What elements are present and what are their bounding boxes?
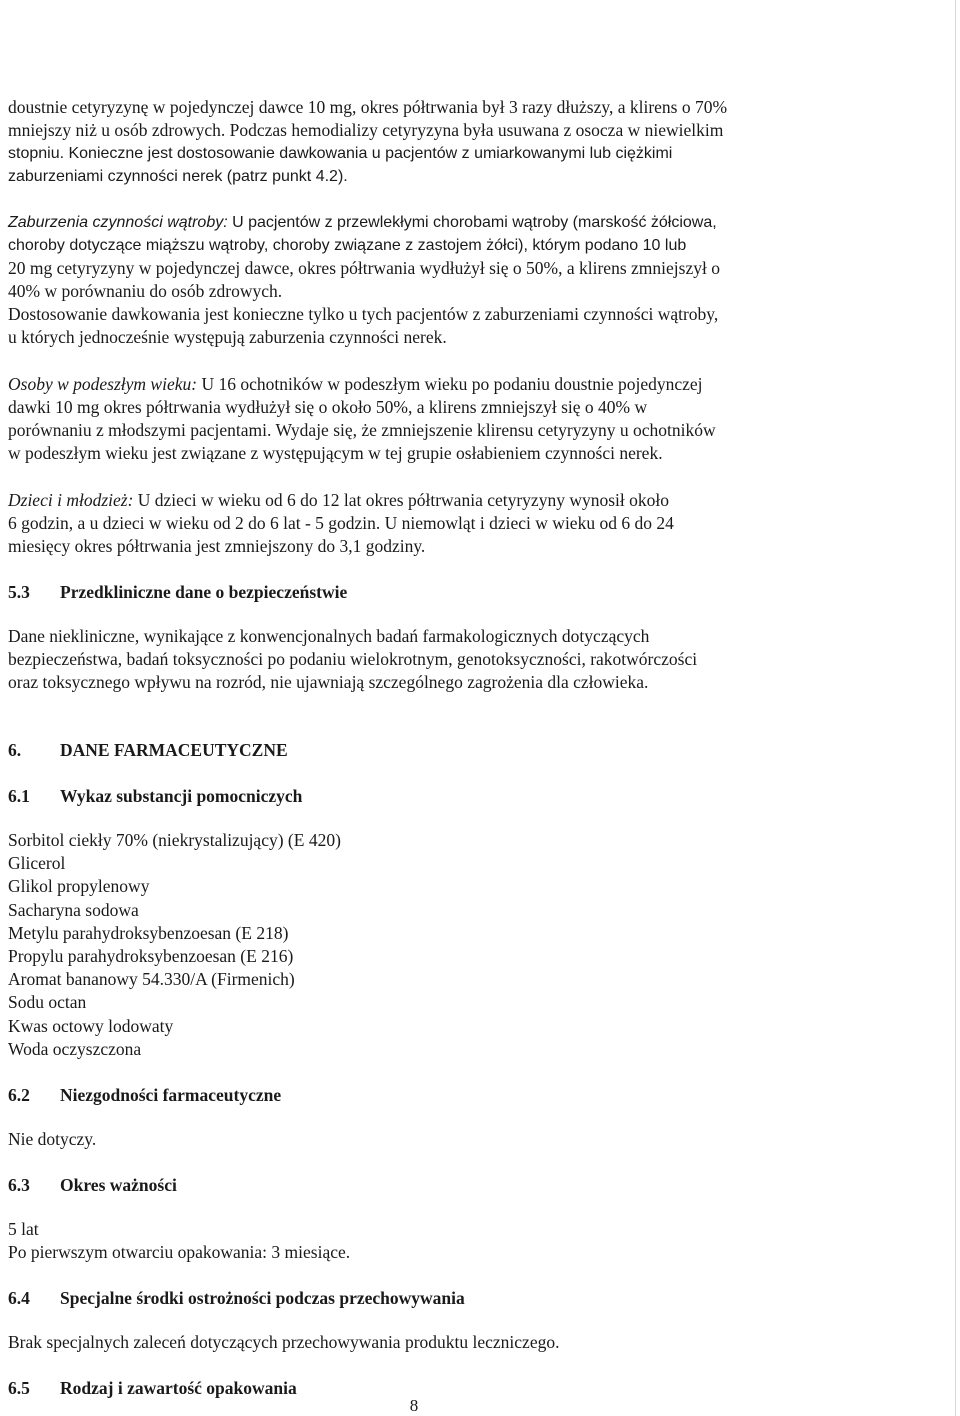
text-line: stopniu. Konieczne jest dostosowanie dawkowania u pacjentów z umiarkowanymi lub ciężkimi: [8, 145, 673, 162]
text-line: [8, 489, 928, 512]
list-item: Aromat bananowy 54.330/A (Firmenich): [8, 969, 295, 990]
list-item: Sacharyna sodowa: [8, 899, 139, 920]
section-heading-6-4: [8, 1287, 928, 1310]
elderly-paragraph: [8, 373, 928, 465]
incompatibilities-paragraph: [8, 1128, 928, 1151]
text-line: bezpieczeństwa, badań toksyczności po podaniu wielokrotnym, genotoksyczności, rakotwórczości: [8, 649, 698, 669]
section-number: 6.2: [8, 1085, 30, 1106]
text-span: U dzieci w wieku od 6 do 12 lat okres półtrwania cetyryzyny wynosił około: [133, 490, 669, 510]
section-heading-5-3: [8, 581, 928, 604]
list-item: Glikol propylenowy: [8, 876, 150, 897]
document-page: [8, 96, 928, 1400]
text-line: [8, 211, 928, 234]
section-heading-6: [8, 739, 928, 762]
text-line: Po pierwszym otwarciu opakowania: 3 miesiące.: [8, 1242, 351, 1263]
excipients-list: [8, 829, 928, 1061]
liver-paragraph: [8, 211, 928, 349]
section-heading-6-1: [8, 785, 928, 808]
text-line: choroby dotyczące miąższu wątroby, choroby związane z zastojem żółci), którym podano 10 lub: [8, 237, 687, 254]
section-number: 6.: [8, 740, 22, 760]
text-line: Brak specjalnych zaleceń dotyczących przechowywania produktu leczniczego.: [8, 1332, 560, 1353]
section-number: 6.1: [8, 786, 30, 806]
list-item: Sorbitol ciekły 70% (niekrystalizujący) (E 420): [8, 830, 341, 850]
text-span: U 16 ochotników w podeszłym wieku po podaniu doustnie pojedynczej: [197, 374, 703, 394]
list-item: Sodu octan: [8, 992, 87, 1013]
text-line: u których jednocześnie występują zaburzenia czynności nerek.: [8, 327, 447, 347]
text-line: miesięcy okres półtrwania jest zmniejszony do 3,1 godziny.: [8, 536, 426, 556]
section-title: Rodzaj i zawartość opakowania: [60, 1378, 297, 1399]
text-line: porównaniu z młodszymi pacjentami. Wydaje się, że zmniejszenie klirensu cetyryzyny u ochotników: [8, 420, 716, 440]
list-item: Propylu parahydroksybenzoesan (E 216): [8, 946, 294, 967]
elderly-label: Osoby w podeszłym wieku:: [8, 374, 198, 394]
children-label: Dzieci i młodzież:: [8, 490, 134, 510]
text-line: Nie dotyczy.: [8, 1129, 97, 1150]
text-line: 6 godzin, a u dzieci w wieku od 2 do 6 lat - 5 godzin. U niemowląt i dzieci w wieku od 6 do 24: [8, 513, 674, 533]
page-number: 8: [409, 1396, 419, 1415]
list-item: Metylu parahydroksybenzoesan (E 218): [8, 922, 289, 943]
preclinical-paragraph: [8, 625, 928, 694]
section-number: 6.5: [8, 1378, 30, 1399]
liver-label: Zaburzenia czynności wątroby:: [8, 214, 228, 231]
text-line: 5 lat: [8, 1219, 39, 1240]
text-line: Dane niekliniczne, wynikające z konwencjonalnych badań farmakologicznych dotyczących: [8, 626, 650, 646]
section-title: Specjalne środki ostrożności podczas przechowywania: [60, 1288, 465, 1309]
storage-paragraph: [8, 1331, 928, 1354]
section-number: 6.4: [8, 1288, 30, 1309]
section-heading-6-2: [8, 1084, 928, 1107]
text-line: mniejszy niż u osób zdrowych. Podczas hemodializy cetyryzyna była usuwana z osocza w niewielkim: [8, 120, 724, 140]
section-heading-6-3: [8, 1174, 928, 1197]
section-title: Wykaz substancji pomocniczych: [60, 786, 303, 806]
section-title: Okres ważności: [60, 1175, 177, 1196]
text-span: U pacjentów z przewlekłymi chorobami wątroby (marskość żółciowa,: [227, 214, 717, 231]
shelf-life-paragraph: [8, 1218, 928, 1264]
text-line: 20 mg cetyryzyny w pojedynczej dawce, okres półtrwania wydłużył się o 50%, a klirens zmniejszył o: [8, 258, 720, 278]
text-line: 40% w porównaniu do osób zdrowych.: [8, 281, 283, 301]
text-line: [8, 373, 928, 396]
text-line: w podeszłym wieku jest związane z występującym w tej grupie osłabieniem czynności nerek.: [8, 443, 663, 463]
children-paragraph: [8, 489, 928, 558]
page-edge-line: [955, 0, 956, 1416]
section-title: Przedkliniczne dane o bezpieczeństwie: [60, 582, 348, 602]
list-item: Glicerol: [8, 853, 66, 874]
text-line: zaburzeniami czynności nerek (patrz punkt 4.2).: [8, 168, 348, 185]
section-number: 5.3: [8, 582, 30, 602]
text-line: doustnie cetyryzynę w pojedynczej dawce 10 mg, okres półtrwania był 3 razy dłuższy, a klirens o 70%: [8, 97, 728, 117]
section-title: DANE FARMACEUTYCZNE: [60, 740, 288, 760]
renal-paragraph: [8, 96, 928, 188]
text-line: oraz toksycznego wpływu na rozród, nie ujawniają szczególnego zagrożenia dla człowieka.: [8, 672, 649, 692]
section-number: 6.3: [8, 1175, 30, 1196]
list-item: Kwas octowy lodowaty: [8, 1015, 174, 1036]
list-item: Woda oczyszczona: [8, 1038, 142, 1059]
section-title: Niezgodności farmaceutyczne: [60, 1085, 282, 1106]
text-line: dawki 10 mg okres półtrwania wydłużył się o około 50%, a klirens zmniejszył się o 40% w: [8, 397, 648, 417]
text-line: Dostosowanie dawkowania jest konieczne tylko u tych pacjentów z zaburzeniami czynności wątroby,: [8, 304, 719, 324]
